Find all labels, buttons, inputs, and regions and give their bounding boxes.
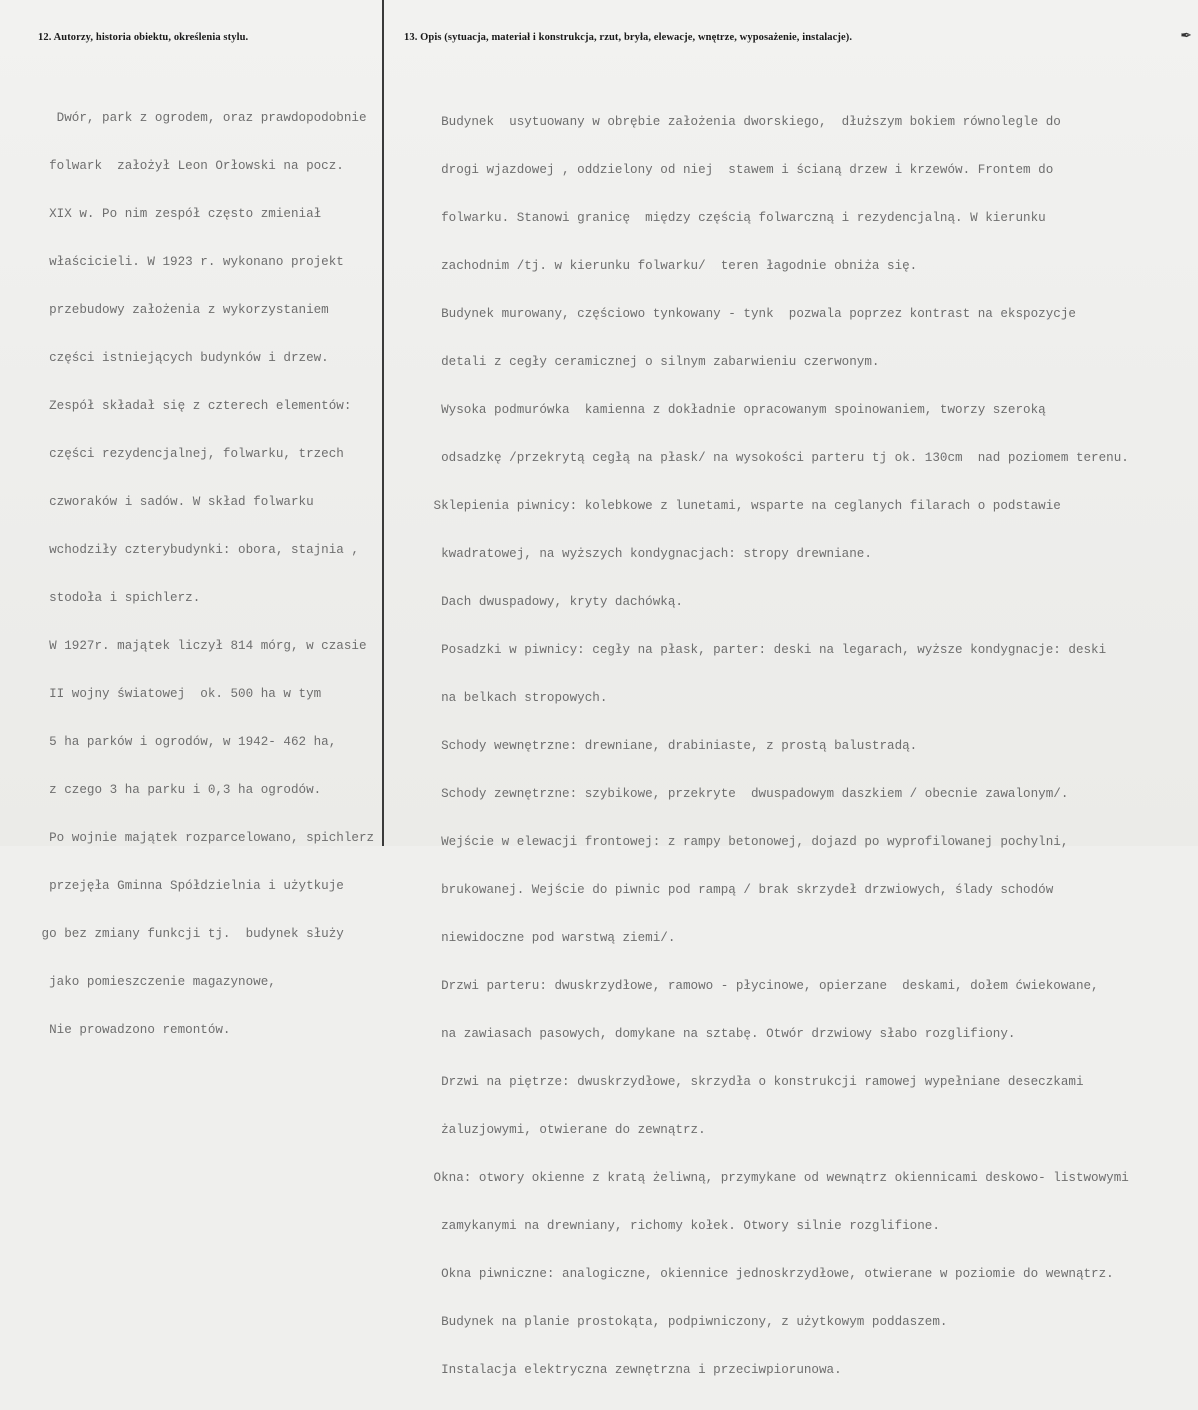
- text-line: na belkach stropowych.: [426, 691, 608, 705]
- text-line: zamykanymi na drewniany, richomy kołek. Otwory silnie rozglifione.: [426, 1219, 940, 1233]
- text-line: części istniejących budynków i drzew.: [34, 351, 329, 365]
- section-12-typed-text: [34, 78, 374, 1070]
- text-line: folwarku. Stanowi granicę między częścią folwarczną i rezydencjalną. W kierunku: [426, 211, 1046, 225]
- text-line: Drzwi na piętrze: dwuskrzydłowe, skrzydła o konstrukcji ramowej wypełniane deseczkami: [426, 1075, 1084, 1089]
- text-line: detali z cegły ceramicznej o silnym zabarwieniu czerwonym.: [426, 355, 880, 369]
- text-line: Schody zewnętrzne: szybikowe, przekryte dwuspadowym daszkiem / obecnie zawalonym/.: [426, 787, 1069, 801]
- text-line: przejęła Gminna Spółdzielnia i użytkuje: [34, 879, 344, 893]
- text-line: Wysoka podmurówka kamienna z dokładnie opracowanym spoinowaniem, tworzy szeroką: [426, 403, 1046, 417]
- text-line: kwadratowej, na wyższych kondygnacjach: stropy drewniane.: [426, 547, 872, 561]
- text-line: niewidoczne pod warstwą ziemi/.: [426, 931, 676, 945]
- text-line: części rezydencjalnej, folwarku, trzech: [34, 447, 344, 461]
- text-line: Zespół składał się z czterech elementów:: [34, 399, 352, 413]
- section-12-heading: 12. Autorzy, historia obiektu, określenia stylu.: [38, 32, 249, 43]
- text-line: 5 ha parków i ogrodów, w 1942- 462 ha,: [34, 735, 337, 749]
- text-line: folwark założył Leon Orłowski na pocz.: [34, 159, 344, 173]
- text-line: Posadzki w piwnicy: cegły na płask, parter: deski na legarach, wyższe kondygnacje: deski: [426, 643, 1107, 657]
- text-line: czworaków i sadów. W skład folwarku: [34, 495, 314, 509]
- text-line: Budynek usytuowany w obrębie założenia dworskiego, dłuższym bokiem równolegle do: [426, 115, 1061, 129]
- text-line: Budynek murowany, częściowo tynkowany - tynk pozwala poprzez kontrast na ekspozycje: [426, 307, 1076, 321]
- text-line: Nie prowadzono remontów.: [34, 1023, 231, 1037]
- text-line: przebudowy założenia z wykorzystaniem: [34, 303, 329, 317]
- text-line: stodoła i spichlerz.: [34, 591, 201, 605]
- text-line: wchodziły czterybudynki: obora, stajnia ,: [34, 543, 359, 557]
- text-line: Instalacja elektryczna zewnętrzna i przeciwpiorunowa.: [426, 1363, 842, 1377]
- corner-mark-icon: ✒: [1180, 28, 1192, 44]
- text-line: zachodnim /tj. w kierunku folwarku/ teren łagodnie obniża się.: [426, 259, 918, 273]
- text-line: Dach dwuspadowy, kryty dachówką.: [426, 595, 683, 609]
- text-line: drogi wjazdowej , oddzielony od niej stawem i ścianą drzew i krzewów. Frontem do: [426, 163, 1054, 177]
- text-line: go bez zmiany funkcji tj. budynek służy: [34, 927, 344, 941]
- text-line: brukowanej. Wejście do piwnic pod rampą / brak skrzydeł drzwiowych, ślady schodów: [426, 883, 1054, 897]
- text-line: na zawiasach pasowych, domykane na sztabę. Otwór drzwiowy słabo rozglifiony.: [426, 1027, 1016, 1041]
- section-13-heading: 13. Opis (sytuacja, materiał i konstrukcja, rzut, bryła, elewacje, wnętrze, wyposażenie, instalacje).: [404, 32, 853, 43]
- text-line: Budynek na planie prostokąta, podpiwniczony, z użytkowym poddaszem.: [426, 1315, 948, 1329]
- text-line: Okna piwniczne: analogiczne, okiennice jednoskrzydłowe, otwierane w poziomie do wewnątrz.: [426, 1267, 1114, 1281]
- text-line: żaluzjowymi, otwierane do zewnątrz.: [426, 1123, 706, 1137]
- section-13-typed-text: [426, 82, 1129, 1410]
- text-line: jako pomieszczenie magazynowe,: [34, 975, 276, 989]
- text-line: W 1927r. majątek liczył 814 mórg, w czasie: [34, 639, 367, 653]
- text-line: Sklepienia piwnicy: kolebkowe z lunetami, wsparte na ceglanych filarach o podstawie: [426, 499, 1061, 513]
- text-line: Okna: otwory okienne z kratą żeliwną, przymykane od wewnątrz okiennicami deskowo- listwowymi: [426, 1171, 1129, 1185]
- text-line: Drzwi parteru: dwuskrzydłowe, ramowo - płycinowe, opierzane deskami, dołem ćwiekowane,: [426, 979, 1099, 993]
- text-line: właścicieli. W 1923 r. wykonano projekt: [34, 255, 344, 269]
- text-line: Dwór, park z ogrodem, oraz prawdopodobnie: [34, 111, 367, 125]
- text-line: II wojny światowej ok. 500 ha w tym: [34, 687, 322, 701]
- text-line: odsadzkę /przekrytą cegłą na płask/ na wysokości parteru tj ok. 130cm nad poziomem terenu.: [426, 451, 1129, 465]
- text-line: z czego 3 ha parku i 0,3 ha ogrodów.: [34, 783, 322, 797]
- column-divider: [382, 0, 384, 846]
- text-line: Schody wewnętrzne: drewniane, drabiniaste, z prostą balustradą.: [426, 739, 918, 753]
- text-line: XIX w. Po nim zespół często zmieniał: [34, 207, 322, 221]
- text-line: Po wojnie majątek rozparcelowano, spichlerz: [34, 831, 375, 845]
- text-line: Wejście w elewacji frontowej: z rampy betonowej, dojazd po wyprofilowanej pochylni,: [426, 835, 1069, 849]
